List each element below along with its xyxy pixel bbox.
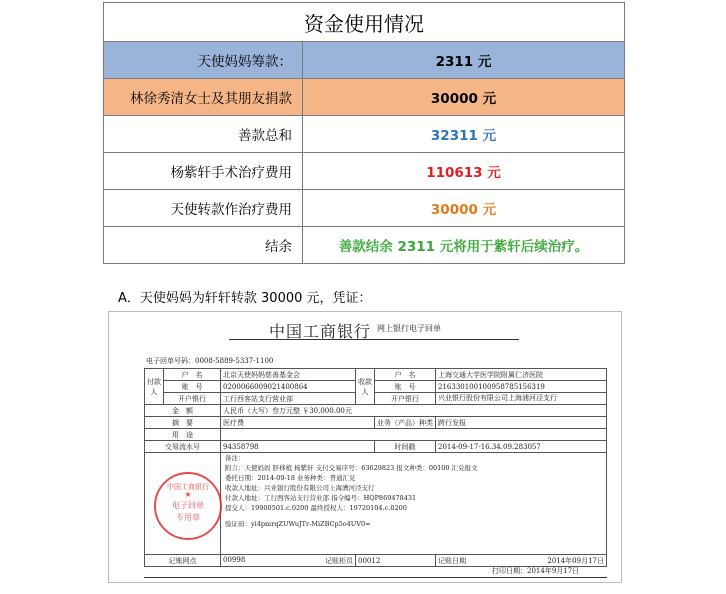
payer-name-label: 户 名 — [164, 369, 221, 381]
biz-type-label: 业务（产品）种类 — [375, 417, 436, 429]
payer-account: 0200066009021400864 — [221, 381, 356, 393]
timestamp: 2014-09-17-16.34.09.283057 — [436, 441, 607, 453]
memo-line: 提交人：19900501.c.0200 最终授权人：19720104.c.0200 — [225, 504, 407, 512]
table-row — [104, 42, 625, 79]
ledger-point-label: 记账网点 — [145, 555, 221, 567]
memo-line: 备注： — [225, 454, 245, 462]
payee-bank: 兴业银行股份有限公司上海浦河泾支行 — [436, 393, 607, 405]
payer-bank: 工行西客站支行营业部 — [221, 393, 356, 405]
table-row — [104, 190, 625, 227]
ledger-teller-label: 记账柜员 — [325, 556, 353, 565]
receipt-subtitle: 网上银行电子回单 — [377, 324, 441, 333]
payer-name: 北京天使妈妈慈善基金会 — [221, 369, 356, 381]
memo-line: 收款人地址：兴业银行股份有限公司上海漕河泾支行 — [225, 484, 375, 492]
ledger-teller: 00012 — [356, 555, 436, 567]
row-value: 善款结余 2311 元将用于紫轩后续治疗。 — [303, 227, 625, 264]
timestamp-label: 时间戳 — [375, 441, 436, 453]
table-row — [104, 153, 625, 190]
row-value: 32311 元 — [303, 116, 625, 153]
table-row — [104, 79, 625, 116]
use-label: 用 途 — [145, 429, 221, 441]
bank-receipt-image — [108, 311, 622, 583]
receipt-number: 电子回单号码：0008-5889-5337-1100 — [146, 357, 274, 365]
payer-account-label: 账 号 — [164, 381, 221, 393]
payee-name: 上海交通大学医学院附属仁济医院 — [436, 369, 607, 381]
payee-name-label: 户 名 — [375, 369, 436, 381]
receipt-table — [144, 368, 607, 567]
bottom-rule — [144, 577, 607, 578]
table-row — [104, 227, 625, 264]
ledger-date: 记账日期 2014年09月17日 — [436, 555, 607, 567]
serial-label: 交易流水号 — [145, 441, 221, 453]
payee-account: 216330100100958785156319 — [436, 381, 607, 393]
payee-side-label: 收款人 — [356, 369, 375, 405]
row-label: 林徐秀清女士及其朋友捐款 — [104, 79, 303, 116]
memo-line: 付款人地址：工行西客站支行营业部 指令编号：HQP869478431 — [225, 494, 417, 502]
print-date: 打印日期：2014年9月17日 — [492, 567, 580, 575]
ledger-date-label: 记账日期 — [438, 556, 466, 565]
row-value: 30000 元 — [303, 79, 625, 116]
serial: 94358798 — [221, 441, 375, 453]
row-label: 天使妈妈筹款： — [104, 42, 303, 79]
row-label: 结余 — [104, 227, 303, 264]
summary: 医疗费 — [221, 417, 375, 429]
receipt-caption: A．天使妈妈为轩轩转款 30000 元，凭证： — [118, 291, 372, 306]
amount-label: 金 额 — [145, 405, 221, 417]
table-title: 资金使用情况 — [104, 3, 625, 42]
memo — [221, 453, 607, 555]
memo-line: 委托日期：2014-09-18 业务种类：普通汇兑 — [225, 474, 356, 482]
biz-type: 跨行发报 — [436, 417, 607, 429]
payee-bank-label: 开户银行 — [375, 393, 436, 405]
amount: 人民币（大写）叁万元整 ￥30,000.00元 — [221, 405, 607, 417]
row-value: 30000 元 — [303, 190, 625, 227]
row-value: 2311 元 — [303, 42, 625, 79]
summary-label: 摘 要 — [145, 417, 221, 429]
row-label: 善款总和 — [104, 116, 303, 153]
title-underline — [229, 339, 519, 340]
bank-name: 中国工商银行 — [269, 322, 372, 341]
table-row — [104, 116, 625, 153]
payer-bank-label: 开户银行 — [164, 393, 221, 405]
ledger-point: 00998 记账柜员 — [221, 555, 356, 567]
payer-side-label: 付款人 — [145, 369, 164, 405]
row-label: 天使转款作治疗费用 — [104, 190, 303, 227]
star-icon: ★ — [184, 490, 192, 499]
row-value: 110613 元 — [303, 153, 625, 190]
bank-seal-stamp: 中国工商银行 ★ 电子回单 专用章 — [154, 472, 222, 540]
memo-line: 验证码：yi4pmrqZUWuJTr-MiZBCp5o4UV0= — [225, 520, 371, 528]
fund-usage-table — [103, 2, 625, 264]
memo-line: 附言：天使妈妈 肝移植 杨紫轩 支付交易序号：63629823 报文种类：00100 汇兑报文 — [225, 464, 478, 472]
payee-account-label: 账 号 — [375, 381, 436, 393]
use — [221, 429, 607, 441]
row-label: 杨紫轩手术治疗费用 — [104, 153, 303, 190]
